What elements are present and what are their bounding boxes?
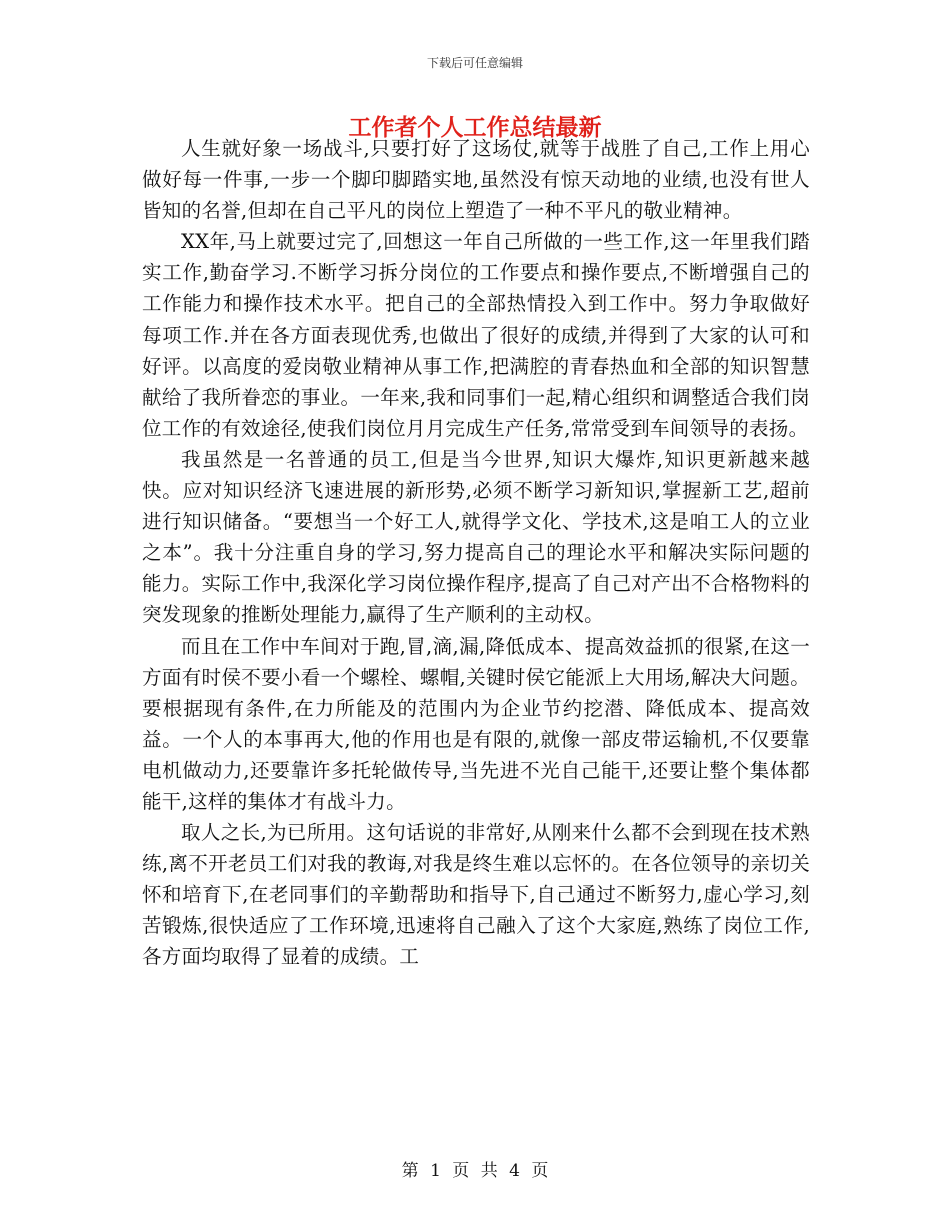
page-number: 第 1 页 共 4 页 — [401, 1161, 549, 1181]
document-title: 工作者个人工作总结最新 — [348, 114, 602, 141]
paragraph: 而且在工作中车间对于跑,冒,滴,漏,降低成本、提高效益抓的很紧,在这一方面有时侯不要小看一个螺栓、螺帽,关键时侯它能派上大用场,解决大问题。要根据现有条件,在力所能及的范围内为企业节约挖潜、降低成本、提高效益。一个人的本事再大,他的作用也是有限的,就像一部皮带运输机,不仅要靠电机做动力,还要靠许多托轮做传导,当先进不光自己能干,还要让整个集体都能干,这样的集体才有战斗力。 — [142, 634, 810, 813]
paragraph: 我虽然是一名普通的员工,但是当今世界,知识大爆炸,知识更新越来越快。应对知识经济飞速进展的新形势,必须不断学习新知识,掌握新工艺,超前进行知识储备。“要想当一个好工人,就得学文化、学技术,这是咱工人的立业之本”。我十分注重自身的学习,努力提高自己的理论水平和解决实际问题的能力。实际工作中,我深化学习岗位操作程序,提高了自己对产出不合格物料的突发现象的推断处理能力,赢得了生产顺利的主动权。 — [142, 447, 810, 627]
paragraph: 人生就好象一场战斗,只要打好了这场仗,就等于战胜了自己,工作上用心做好每一件事,一步一个脚印脚踏实地,虽然没有惊天动地的业绩,也没有世人皆知的名誉,但却在自己平凡的岗位上塑造了一种不平凡的敬业精神。 — [142, 137, 810, 223]
header-note: 下载后可任意编辑 — [426, 56, 523, 70]
document-body — [142, 133, 810, 973]
paragraph: XX年,马上就要过完了,回想这一年自己所做的一些工作,这一年里我们踏实工作,勤奋学习.不断学习拆分岗位的工作要点和操作要点,不断增强自己的工作能力和操作技术水平。把自己的全部热情投入到工作中。努力争取做好每项工作.并在各方面表现优秀,也做出了很好的成绩,并得到了大家的认可和好评。以高度的爱岗敬业精神从事工作,把满腔的青春热血和全部的知识智慧献给了我所眷恋的事业。一年来,我和同事们一起,精心组织和调整适合我们岗位工作的有效途径,使我们岗位月月完成生产任务,常常受到车间领导的表扬。 — [142, 230, 810, 440]
paragraph: 取人之长,为已所用。这句话说的非常好,从刚来什么都不会到现在技术熟练,离不开老员工们对我的教诲,对我是终生难以忘怀的。在各位领导的亲切关怀和培育下,在老同事们的辛勤帮助和指导下,自己通过不断努力,虚心学习,刻苦锻炼,很快适应了工作环境,迅速将自己融入了这个大家庭,熟练了岗位工作,各方面均取得了显着的成绩。工 — [142, 821, 810, 969]
